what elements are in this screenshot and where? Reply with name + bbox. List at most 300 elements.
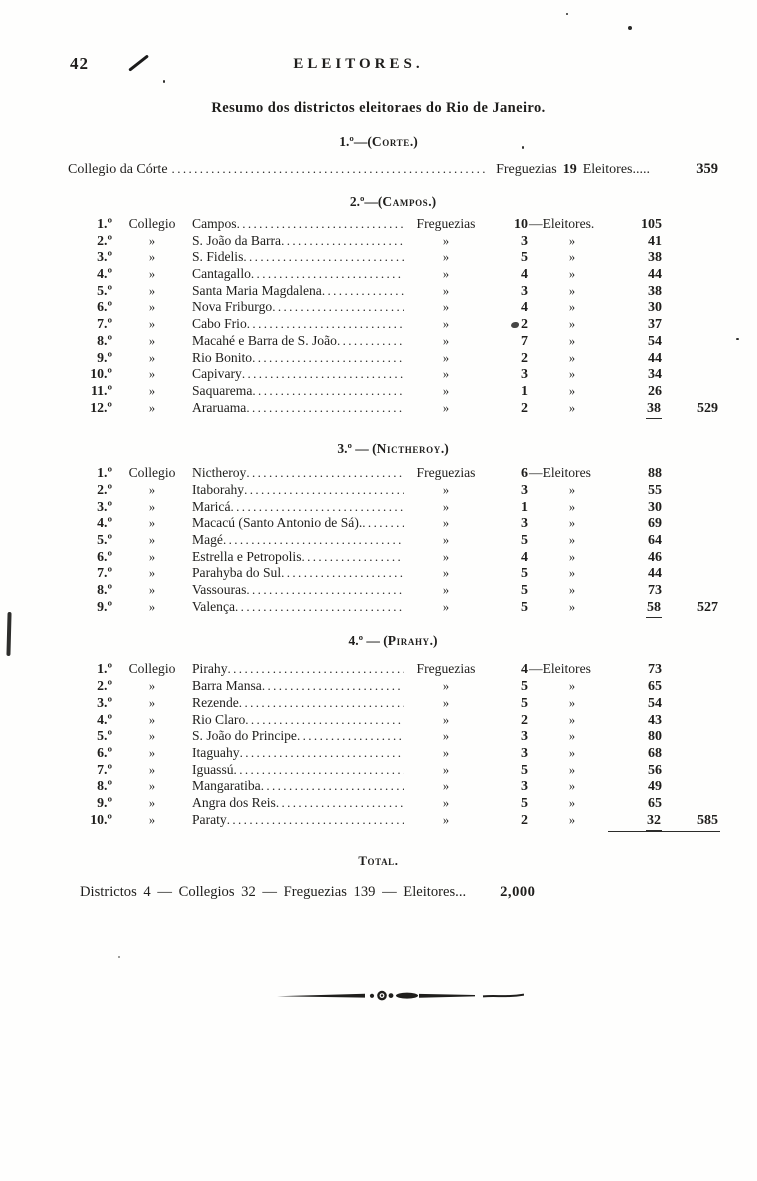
row-freguezias-cell	[488, 367, 528, 383]
corte-freguezias-value: 19	[562, 162, 577, 177]
table-row	[68, 316, 718, 333]
corte-freguezias-label: Freguezias	[496, 162, 557, 177]
row-collegio-label: »	[148, 283, 156, 298]
row-freguezias-cell	[488, 217, 528, 233]
row-eleitores-cell	[616, 796, 662, 812]
row-collegio-label: »	[148, 250, 156, 265]
row-eleitores-cell	[616, 250, 662, 266]
dot-leader	[301, 549, 404, 565]
row-name-cell	[190, 795, 404, 811]
dot-leader	[362, 515, 404, 531]
row-freguezias-label: »	[442, 267, 450, 282]
section-heading	[68, 632, 718, 649]
row-freguezias-value: 5	[521, 533, 528, 548]
row-freguezias-value: 3	[521, 367, 528, 383]
section-heading-name: Pirahy	[387, 633, 430, 649]
row-ordinal: 5.º	[97, 532, 112, 547]
row-eleitores-cell	[616, 483, 662, 499]
dot-leader	[244, 482, 404, 498]
dot-leader	[235, 599, 404, 615]
row-name: Angra dos Reis	[192, 794, 276, 810]
row-freguezias-cell	[488, 746, 528, 762]
table-row	[68, 678, 718, 695]
row-ordinal: 8.º	[97, 582, 112, 598]
dot-leader	[272, 299, 404, 315]
row-freguezias-value: 5	[521, 795, 528, 811]
row-collegio-label: Collegio	[128, 661, 176, 677]
row-ordinal: 1.º	[97, 465, 112, 481]
row-eleitores-cell	[616, 401, 662, 417]
row-eleitores-label: »	[568, 762, 576, 777]
ink-speck	[163, 80, 165, 83]
row-freguezias-cell	[488, 300, 528, 316]
row-eleitores-value: 44	[648, 350, 662, 366]
row-freguezias-label: »	[442, 779, 450, 794]
row-collegio-label: »	[148, 745, 156, 760]
row-eleitores-cell	[616, 317, 662, 333]
row-collegio-label: »	[148, 300, 156, 315]
row-eleitores-value: 55	[648, 482, 662, 498]
row-collegio-label: »	[148, 762, 156, 777]
row-name: S. João da Barra	[192, 232, 282, 248]
row-name-cell	[190, 695, 404, 711]
table-row	[68, 482, 718, 499]
row-eleitores-value: 30	[648, 300, 662, 316]
section-rows	[68, 216, 718, 416]
row-eleitores-cell	[616, 583, 662, 599]
row-collegio-label: Collegio	[128, 216, 176, 231]
row-freguezias-label: »	[442, 745, 450, 760]
corte-heading-name: Corte	[371, 134, 410, 149]
row-eleitores-label: »	[568, 549, 576, 564]
table-row	[68, 499, 718, 516]
row-freguezias-cell	[488, 351, 528, 367]
district-section	[68, 632, 718, 828]
row-freguezias-cell	[488, 763, 528, 779]
row-freguezias-label: Freguezias	[416, 661, 476, 677]
row-freguezias-label: »	[442, 762, 450, 777]
row-freguezias-value: 5	[521, 583, 528, 599]
row-ordinal: 2.º	[97, 678, 112, 694]
row-name-cell	[190, 812, 404, 828]
row-freguezias-label: Freguezias	[416, 216, 476, 231]
row-collegio-label: »	[148, 566, 156, 581]
row-name: Rezende	[192, 694, 239, 710]
row-eleitores-label: »	[568, 317, 576, 332]
row-eleitores-value: 68	[648, 745, 662, 761]
row-eleitores-cell	[616, 746, 662, 762]
row-eleitores-cell	[616, 267, 662, 283]
corte-label: Collegio da Córte	[68, 162, 168, 177]
row-ordinal: 8.º	[97, 778, 112, 794]
row-ordinal: 9.º	[97, 794, 112, 810]
section-heading-name: Nictheroy	[376, 441, 441, 457]
row-name-cell	[190, 465, 404, 481]
row-collegio-label: »	[148, 400, 156, 415]
table-row	[68, 712, 718, 729]
dot-leader	[246, 400, 404, 416]
row-freguezias-label: »	[442, 729, 450, 744]
row-ordinal: 7.º	[97, 316, 112, 332]
dot-leader	[252, 350, 404, 366]
row-name: Campos	[192, 216, 237, 231]
row-freguezias-cell	[488, 401, 528, 417]
row-section-total: 527	[697, 599, 718, 615]
row-freguezias-cell	[488, 583, 528, 599]
row-name-cell	[190, 283, 404, 299]
total-value: 2,000	[500, 884, 536, 900]
row-freguezias-label: »	[442, 482, 450, 497]
row-freguezias-label: »	[442, 250, 450, 265]
row-name: Itaborahy	[192, 481, 245, 497]
row-eleitores-value: 38	[646, 401, 662, 419]
row-section-total: 529	[697, 400, 718, 416]
row-freguezias-cell	[488, 267, 528, 283]
row-freguezias-cell	[488, 679, 528, 695]
row-eleitores-label: »	[568, 250, 576, 265]
row-freguezias-value: 4	[521, 300, 528, 316]
dot-leader	[240, 745, 404, 761]
margin-ink-stroke	[6, 612, 11, 656]
row-ordinal: 7.º	[97, 761, 112, 777]
table-row	[68, 233, 718, 250]
row-freguezias-label: »	[442, 599, 450, 614]
row-freguezias-cell	[488, 713, 528, 729]
row-name-cell	[190, 549, 404, 565]
row-freguezias-cell	[488, 696, 528, 712]
row-ordinal: 11.º	[90, 382, 112, 398]
row-name-cell	[190, 532, 404, 548]
row-freguezias-value: 4	[521, 267, 528, 283]
dot-leader	[227, 812, 404, 828]
row-freguezias-cell	[488, 234, 528, 250]
row-freguezias-value: 4	[521, 662, 528, 678]
row-eleitores-label: »	[568, 745, 576, 760]
row-eleitores-cell	[616, 351, 662, 367]
row-eleitores-cell	[616, 679, 662, 695]
row-name-cell	[190, 266, 404, 282]
row-eleitores-label: »	[568, 350, 576, 365]
dot-leader	[245, 712, 404, 728]
row-eleitores-value: 69	[648, 516, 662, 532]
row-eleitores-value: 30	[648, 499, 662, 515]
row-eleitores-label: »	[568, 482, 576, 497]
row-eleitores-value: 46	[648, 549, 662, 565]
row-eleitores-cell	[616, 384, 662, 400]
table-row	[68, 762, 718, 779]
dot-leader	[246, 582, 404, 598]
row-eleitores-cell	[616, 763, 662, 779]
table-row	[68, 795, 718, 812]
row-ordinal: 4.º	[97, 266, 112, 282]
dot-leader	[262, 678, 404, 694]
row-eleitores-value: 80	[648, 729, 662, 745]
row-eleitores-value: 34	[648, 367, 662, 383]
row-name: Iguassú	[192, 761, 234, 777]
row-collegio-label: »	[148, 350, 156, 365]
row-eleitores-label: —Eleitores	[529, 661, 591, 677]
row-ordinal: 2.º	[97, 481, 112, 497]
row-freguezias-label: »	[442, 679, 450, 694]
row-name-cell	[190, 778, 404, 794]
row-eleitores-value: 105	[641, 217, 662, 232]
dot-leader	[281, 233, 404, 249]
row-eleitores-label: »	[568, 233, 576, 248]
row-eleitores-value: 88	[648, 466, 662, 482]
row-freguezias-value: 7	[521, 333, 528, 349]
row-freguezias-value: 2	[521, 317, 528, 333]
row-freguezias-label: »	[442, 795, 450, 810]
row-name-cell	[190, 499, 404, 515]
row-freguezias-cell	[488, 729, 528, 745]
row-freguezias-label: »	[442, 695, 450, 710]
table-row	[68, 532, 718, 549]
sections	[68, 193, 718, 828]
row-eleitores-label: »	[568, 333, 576, 348]
corte-eleitores-label: Eleitores.....	[582, 162, 650, 177]
section-heading-prefix: 4.º — (	[348, 633, 388, 649]
row-eleitores-value: 38	[648, 283, 662, 299]
district-section	[68, 193, 718, 416]
row-freguezias-cell	[488, 796, 528, 812]
dot-leader	[261, 778, 404, 794]
row-ordinal: 5.º	[97, 728, 112, 744]
dot-leader	[246, 465, 404, 481]
row-freguezias-cell	[488, 250, 528, 266]
row-ordinal: 12.º	[90, 399, 112, 415]
row-eleitores-label: »	[568, 499, 576, 514]
table-row	[68, 661, 718, 678]
row-name: Rio Claro	[192, 711, 246, 727]
row-eleitores-label: —Eleitores	[529, 465, 591, 481]
ink-speck	[522, 146, 524, 149]
row-name-cell	[190, 216, 404, 232]
ornament-divider	[277, 988, 524, 1004]
table-row	[68, 299, 718, 316]
row-eleitores-cell	[616, 696, 662, 712]
row-eleitores-cell	[616, 466, 662, 482]
row-name-cell	[190, 762, 404, 778]
row-eleitores-label: »	[568, 779, 576, 794]
corte-line	[68, 161, 718, 178]
dot-leader	[172, 161, 489, 178]
row-eleitores-cell	[616, 729, 662, 745]
row-collegio-label: »	[148, 383, 156, 398]
section-heading	[68, 193, 718, 210]
row-eleitores-cell	[616, 217, 662, 233]
row-freguezias-label: »	[442, 812, 450, 827]
row-ordinal: 6.º	[97, 299, 112, 315]
row-eleitores-label: »	[568, 283, 576, 298]
row-collegio-label: »	[148, 549, 156, 564]
row-eleitores-value: 54	[648, 333, 662, 349]
row-name: Vassouras	[192, 582, 247, 598]
row-eleitores-value: 43	[648, 712, 662, 728]
row-eleitores-cell	[616, 234, 662, 250]
dot-leader	[247, 316, 404, 332]
row-eleitores-label: »	[568, 812, 576, 827]
row-name: Macahé e Barra de S. João	[192, 332, 337, 348]
section-heading-prefix: 3.º — (	[337, 441, 377, 457]
row-eleitores-cell	[616, 713, 662, 729]
row-freguezias-value: 5	[521, 695, 528, 711]
table-row	[68, 249, 718, 266]
ink-speck	[566, 13, 568, 15]
row-freguezias-cell	[488, 779, 528, 795]
row-collegio-label: »	[148, 333, 156, 348]
dot-leader	[237, 216, 404, 232]
row-collegio-label: Collegio	[128, 465, 176, 481]
row-ordinal: 4.º	[97, 515, 112, 531]
row-eleitores-cell	[616, 600, 662, 616]
row-collegio-label: »	[148, 317, 156, 332]
corte-heading-prefix: 1.º—(	[339, 134, 372, 149]
section-rows	[68, 661, 718, 828]
row-freguezias-cell	[488, 533, 528, 549]
row-eleitores-label: »	[568, 516, 576, 531]
row-name-cell	[190, 333, 404, 349]
district-section	[68, 440, 718, 615]
row-freguezias-cell	[488, 550, 528, 566]
row-freguezias-label: »	[442, 333, 450, 348]
row-freguezias-value: 3	[521, 516, 528, 532]
row-collegio-label: »	[148, 482, 156, 497]
row-ordinal: 7.º	[97, 565, 112, 581]
row-collegio-label: »	[148, 499, 156, 514]
row-eleitores-label: »	[568, 795, 576, 810]
row-freguezias-cell	[488, 384, 528, 400]
row-freguezias-cell	[488, 466, 528, 482]
row-name-cell	[190, 582, 404, 598]
row-freguezias-value: 4	[521, 549, 528, 565]
row-name: Mangaratiba	[192, 778, 261, 794]
section-heading-suffix: .)	[429, 633, 438, 649]
row-freguezias-cell	[488, 662, 528, 678]
table-row	[68, 515, 718, 532]
row-name: Valença	[192, 598, 236, 614]
table-row	[68, 599, 718, 616]
row-name: Parahyba do Sul	[192, 565, 282, 581]
row-eleitores-value: 54	[648, 695, 662, 711]
row-eleitores-value: 41	[648, 233, 662, 249]
row-freguezias-label: »	[442, 300, 450, 315]
row-ordinal: 4.º	[97, 711, 112, 727]
table-row	[68, 549, 718, 566]
total-line-text: Districtos 4 — Collegios 32 — Freguezias 139 — Eleitores...	[80, 884, 467, 900]
row-collegio-label: »	[148, 583, 156, 598]
row-eleitores-value: 56	[648, 762, 662, 778]
dot-leader	[322, 283, 404, 299]
row-freguezias-cell	[488, 284, 528, 300]
row-freguezias-label: »	[442, 516, 450, 531]
row-freguezias-value: 1	[521, 499, 528, 515]
section-heading-suffix: .)	[428, 194, 437, 209]
row-name: Cantagallo	[192, 266, 251, 282]
section-rows	[68, 465, 718, 615]
row-name-cell	[190, 299, 404, 315]
row-name: Rio Bonito	[192, 349, 253, 365]
row-freguezias-cell	[488, 600, 528, 616]
row-name: Macacú (Santo Antonio de Sá).	[192, 515, 363, 531]
row-eleitores-cell	[616, 284, 662, 300]
row-name: Nictheroy	[192, 465, 247, 481]
row-eleitores-value: 58	[646, 600, 662, 618]
table-row	[68, 565, 718, 582]
row-freguezias-cell	[488, 813, 528, 829]
table-row	[68, 216, 718, 233]
row-freguezias-label: »	[442, 712, 450, 727]
row-name: Magé	[192, 532, 223, 547]
row-collegio-label: »	[148, 795, 156, 810]
row-freguezias-value: 3	[521, 233, 528, 249]
row-name: Saquarema	[192, 382, 253, 398]
row-freguezias-value: 3	[521, 729, 528, 745]
row-eleitores-value: 65	[648, 679, 662, 695]
row-name-cell	[190, 565, 404, 581]
row-freguezias-value: 2	[521, 712, 528, 728]
row-name-cell	[190, 515, 404, 531]
dot-leader	[297, 728, 404, 744]
dot-leader	[276, 795, 404, 811]
row-freguezias-value: 3	[521, 482, 528, 498]
document-title: Resumo dos districtos eleitoraes do Rio de Janeiro.	[211, 100, 546, 116]
dot-leader	[243, 249, 404, 265]
row-ordinal: 8.º	[97, 332, 112, 348]
row-eleitores-cell	[616, 300, 662, 316]
row-eleitores-value: 49	[648, 779, 662, 795]
dot-leader	[281, 565, 404, 581]
row-eleitores-value: 44	[648, 267, 662, 283]
total-heading	[0, 853, 757, 870]
row-freguezias-value: 5	[521, 679, 528, 695]
corte-heading-suffix: .)	[409, 134, 418, 149]
row-freguezias-value: 3	[521, 745, 528, 761]
row-freguezias-value: 2	[521, 400, 528, 416]
row-freguezias-label: »	[442, 350, 450, 365]
table-row	[68, 266, 718, 283]
row-eleitores-cell	[616, 516, 662, 532]
page-number: 42	[70, 54, 89, 73]
dot-leader	[228, 661, 405, 677]
table-row	[68, 366, 718, 383]
row-freguezias-value: 5	[521, 762, 528, 778]
section-heading	[68, 440, 718, 457]
row-name-cell	[190, 482, 404, 498]
row-eleitores-value: 32	[646, 813, 662, 831]
row-freguezias-label: »	[442, 499, 450, 514]
row-ordinal: 3.º	[97, 694, 112, 710]
row-freguezias-label: »	[442, 233, 450, 248]
row-collegio-label: »	[148, 712, 156, 727]
row-freguezias-label: »	[442, 533, 450, 547]
row-freguezias-cell	[488, 317, 528, 333]
row-ordinal: 6.º	[97, 744, 112, 760]
row-eleitores-label: »	[568, 583, 576, 598]
dot-leader	[251, 266, 404, 282]
row-name-cell	[190, 366, 404, 382]
row-eleitores-label: »	[568, 300, 576, 315]
corte-eleitores-value: 359	[696, 161, 718, 177]
row-collegio-label: »	[148, 729, 156, 744]
dot-leader	[252, 383, 404, 399]
row-name: S. Fidelis	[192, 249, 244, 265]
row-eleitores-cell	[616, 662, 662, 678]
row-name: Paraty	[192, 811, 227, 827]
row-ordinal: 3.º	[97, 498, 112, 514]
row-name: Santa Maria Magdalena	[192, 282, 322, 298]
section-heading-corte	[0, 133, 757, 150]
dot-leader	[337, 333, 404, 349]
